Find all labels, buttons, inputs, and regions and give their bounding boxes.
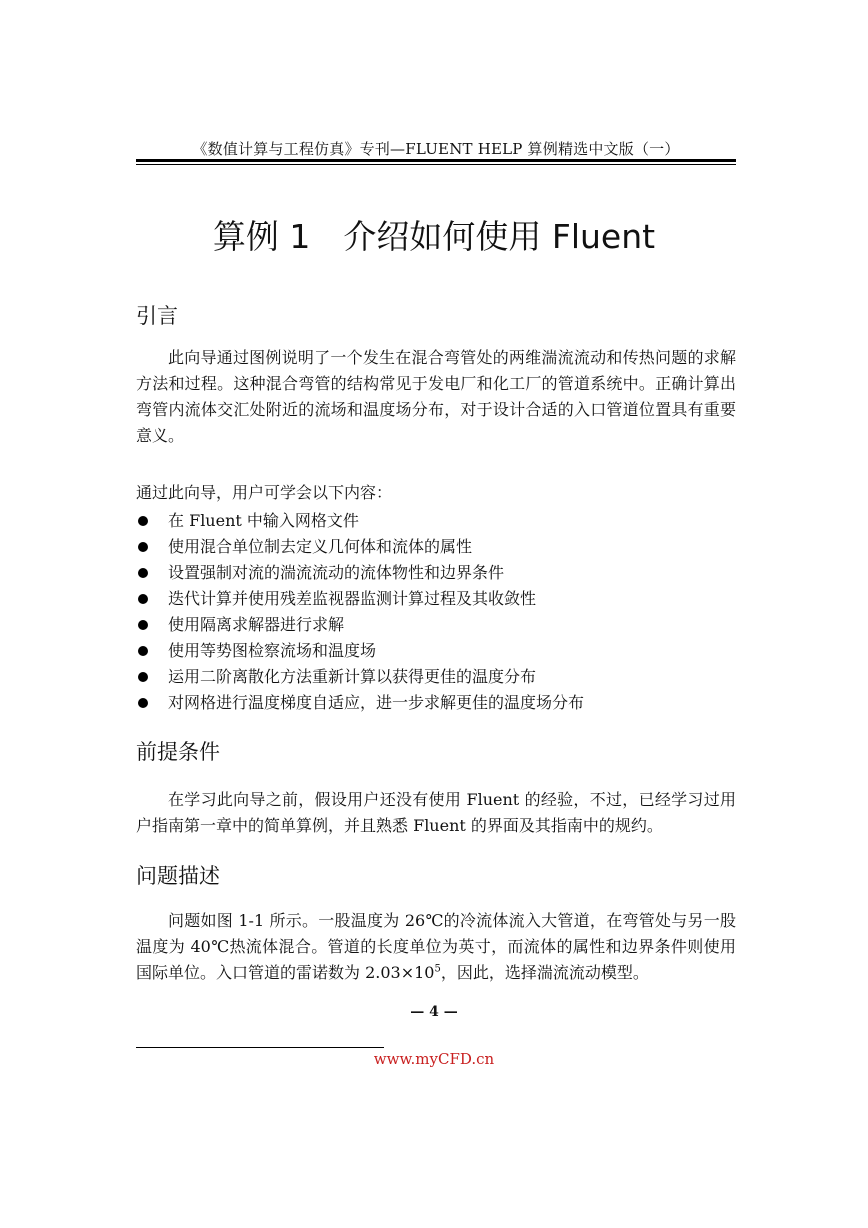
footer-url[interactable]: www.myCFD.cn	[373, 1050, 495, 1068]
list-item-text: 在 Fluent 中输入网格文件	[168, 511, 359, 530]
list-item	[136, 612, 736, 638]
list-item-text: 设置强制对流的湍流流动的流体物性和边界条件	[168, 563, 505, 582]
bullet-icon	[138, 646, 148, 656]
bullet-icon	[138, 698, 148, 708]
bullet-icon	[138, 620, 148, 630]
list-item-text: 使用隔离求解器进行求解	[168, 615, 345, 634]
problem-paragraph	[136, 908, 736, 986]
list-item-text: 迭代计算并使用残差监视器监测计算过程及其收敛性	[168, 589, 537, 608]
list-item	[136, 534, 736, 560]
section-heading-problem: 问题描述	[136, 864, 220, 888]
list-item-text: 使用混合单位制去定义几何体和流体的属性	[168, 537, 473, 556]
bullet-icon	[138, 594, 148, 604]
list-item	[136, 664, 736, 690]
bullet-icon	[138, 568, 148, 578]
list-item-text: 使用等势图检察流场和温度场	[168, 641, 377, 660]
bullet-icon	[138, 542, 148, 552]
learning-list	[136, 508, 736, 716]
section-heading-prereq: 前提条件	[136, 740, 220, 764]
bullet-icon	[138, 516, 148, 526]
list-item	[136, 690, 736, 716]
header-rule-thin	[136, 164, 736, 165]
exponent: 5	[434, 963, 441, 975]
list-item	[136, 586, 736, 612]
problem-text: 问题如图 1-1 所示。一股温度为 26℃的冷流体流入大管道，在弯管处与另一股温度为 40℃热流体混合。管道的长度单位为英寸，而流体的属性和边界条件则使用国际单位。入口管道的雷诺数为 2.03×10	[136, 911, 736, 982]
list-item-text: 对网格进行温度梯度自适应，进一步求解更佳的温度场分布	[168, 693, 585, 712]
list-intro: 通过此向导，用户可学会以下内容：	[136, 483, 393, 502]
problem-text-tail: ，因此，选择湍流流动模型。	[440, 963, 649, 982]
bullet-icon	[138, 672, 148, 682]
list-item	[136, 638, 736, 664]
list-item-text: 运用二阶离散化方法重新计算以获得更佳的温度分布	[168, 667, 537, 686]
chapter-title: 算例 1 介绍如何使用 Fluent	[212, 217, 656, 256]
intro-paragraph: 此向导通过图例说明了一个发生在混合弯管处的两维湍流流动和传热问题的求解方法和过程。这种混合弯管的结构常见于发电厂和化工厂的管道系统中。正确计算出弯管内流体交汇处附近的流场和温度场分布，对于设计合适的入口管道位置具有重要意义。	[136, 348, 736, 445]
page-number: — 4 —	[410, 1004, 458, 1020]
section-heading-intro: 引言	[136, 304, 178, 328]
footer-rule	[136, 1047, 384, 1048]
running-header: 《数值计算与工程仿真》专刊—FLUENT HELP 算例精选中文版（一）	[192, 140, 680, 158]
header-rule	[136, 159, 736, 162]
list-item	[136, 560, 736, 586]
prereq-paragraph: 在学习此向导之前，假设用户还没有使用 Fluent 的经验，不过，已经学习过用户指南第一章中的简单算例，并且熟悉 Fluent 的界面及其指南中的规约。	[136, 790, 736, 835]
list-item	[136, 508, 736, 534]
